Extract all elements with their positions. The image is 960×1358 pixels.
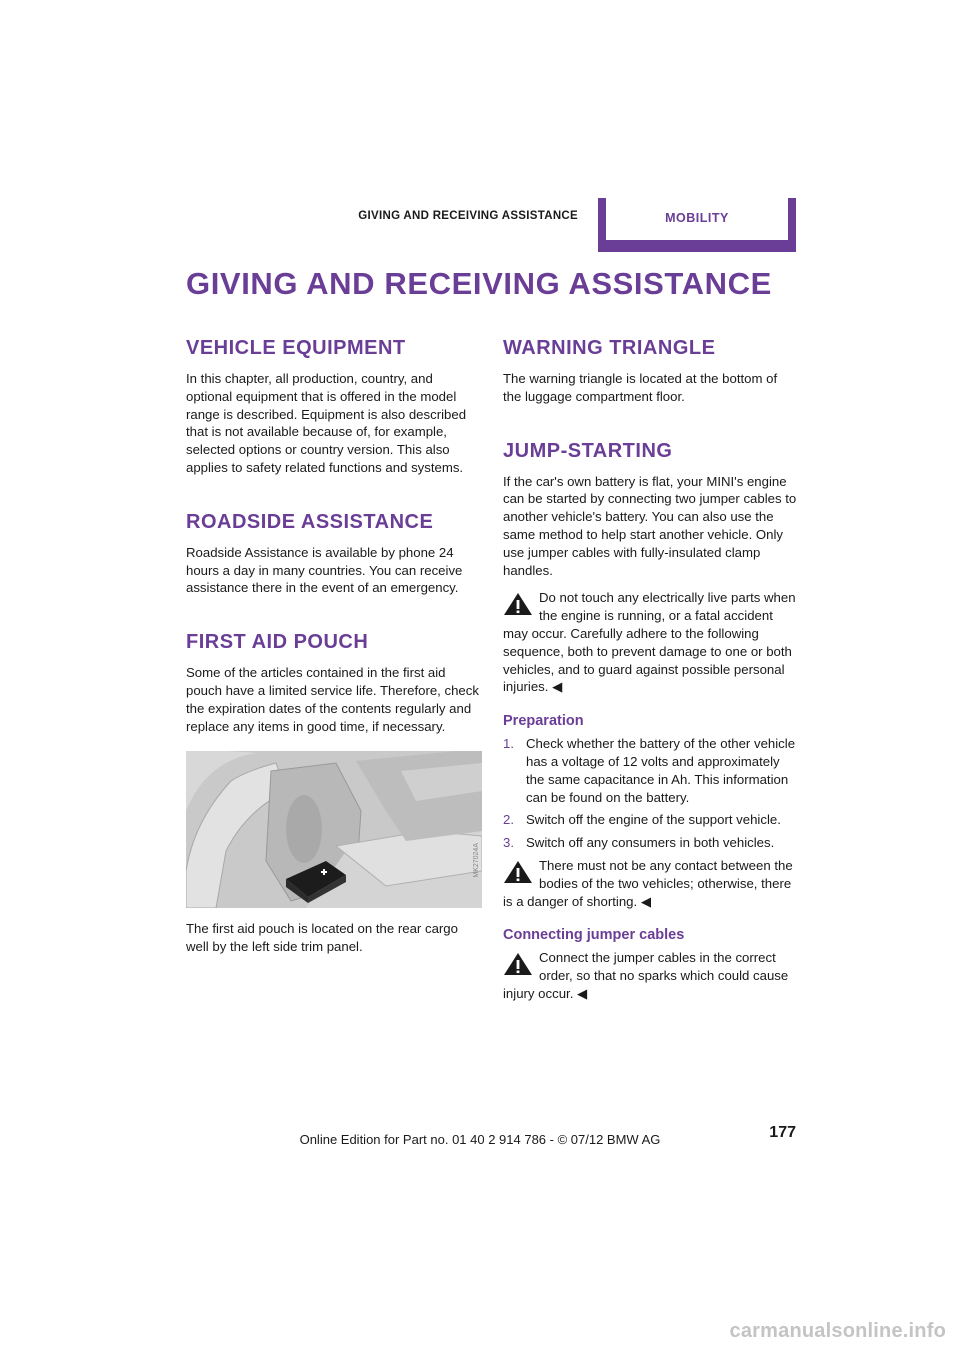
list-item: [503, 834, 799, 852]
step-number: 2.: [503, 812, 514, 828]
heading-warning-triangle: WARNING TRIANGLE: [503, 337, 716, 359]
heading-roadside-assistance: ROADSIDE ASSISTANCE: [186, 510, 434, 533]
text-first-aid-pouch: Some of the articles contained in the first aid pouch have a limited service life. Therefore, check the expiration dates of the contents regularly and replace any items in good time, if necessary.: [186, 665, 479, 734]
preparation-steps: [503, 735, 799, 852]
cargo-area-illustration: [186, 751, 482, 908]
step-number: 1.: [503, 736, 514, 752]
step-text: Check whether the battery of the other vehicle has a voltage of 12 volts and approximately the same capacitance in Ah. This information can be found on the battery.: [526, 736, 796, 805]
left-column: [186, 336, 482, 956]
right-column: [503, 336, 799, 1003]
watermark: carmanualsonline.info: [729, 1320, 946, 1342]
heading-vehicle-equipment: VEHICLE EQUIPMENT: [186, 337, 406, 359]
running-header-chapter: GIVING AND RECEIVING ASSISTANCE: [358, 210, 578, 222]
heading-first-aid-pouch: FIRST AID POUCH: [186, 631, 369, 654]
end-mark: ◀: [552, 679, 563, 695]
text-roadside-assistance: Roadside Assistance is available by phone 24 hours a day in many countries. You can receive assistance there in the event of an emergency.: [186, 544, 463, 596]
warning-triangle-icon: [503, 859, 533, 885]
warning-shorting-text: There must not be any contact between the bodies of the two vehicles; otherwise, there is a danger of shorting.: [503, 857, 793, 909]
warning-triangle-icon: [503, 951, 533, 977]
section-tab-label: MOBILITY: [606, 198, 788, 240]
cargo-area-drawing: [186, 751, 482, 908]
end-mark: ◀: [577, 985, 588, 1001]
list-item: [503, 811, 799, 829]
end-mark: ◀: [640, 893, 651, 909]
heading-connecting-jumper-cables: Connecting jumper cables: [503, 927, 685, 944]
text-jump-starting: If the car's own battery is flat, your MINI's engine can be started by connecting two jumper cables to another vehicle's battery. You can also use the same method to help start another vehicle. Only use jumper cables with fully-insulated clamp handles.: [503, 473, 797, 578]
heading-preparation: Preparation: [503, 713, 584, 730]
text-warning-triangle: The warning triangle is located at the bottom of the luggage compartment floor.: [503, 371, 778, 404]
warning-connecting-text: Connect the jumper cables in the correct order, so that no sparks which could cause injury occur.: [503, 950, 789, 1001]
step-number: 3.: [503, 835, 514, 851]
warning-triangle-icon: [503, 591, 533, 617]
warning-live-parts: [503, 589, 799, 696]
figure-caption: The first aid pouch is located on the rear cargo well by the left side trim panel.: [186, 921, 458, 955]
step-text: Switch off the engine of the support vehicle.: [526, 812, 781, 828]
page-number: 177: [769, 1124, 796, 1141]
warning-connecting-order: [503, 949, 799, 1002]
heading-jump-starting: JUMP-STARTING: [503, 439, 673, 462]
warning-shorting: [503, 857, 799, 910]
text-vehicle-equipment: In this chapter, all production, country, and optional equipment that is offered in the model range is described. Equipment is also described that is not available because of, for example, selected options or country version. This also applies to safety related functions and systems.: [186, 371, 467, 475]
figure-code: MK27024A: [473, 843, 480, 878]
list-item: [503, 735, 799, 806]
section-tab: [598, 198, 796, 252]
page-title: GIVING AND RECEIVING ASSISTANCE: [186, 266, 772, 301]
step-text: Switch off any consumers in both vehicles.: [526, 835, 775, 851]
warning-live-parts-text: Do not touch any electrically live parts when the engine is running, or a fatal accident may occur. Carefully adhere to the following sequence, both to prevent damage to one or both vehicles, and to guard against possible personal injuries.: [503, 590, 796, 695]
footer-edition: Online Edition for Part no. 01 40 2 914 786 - © 07/12 BMW AG: [299, 1132, 661, 1147]
